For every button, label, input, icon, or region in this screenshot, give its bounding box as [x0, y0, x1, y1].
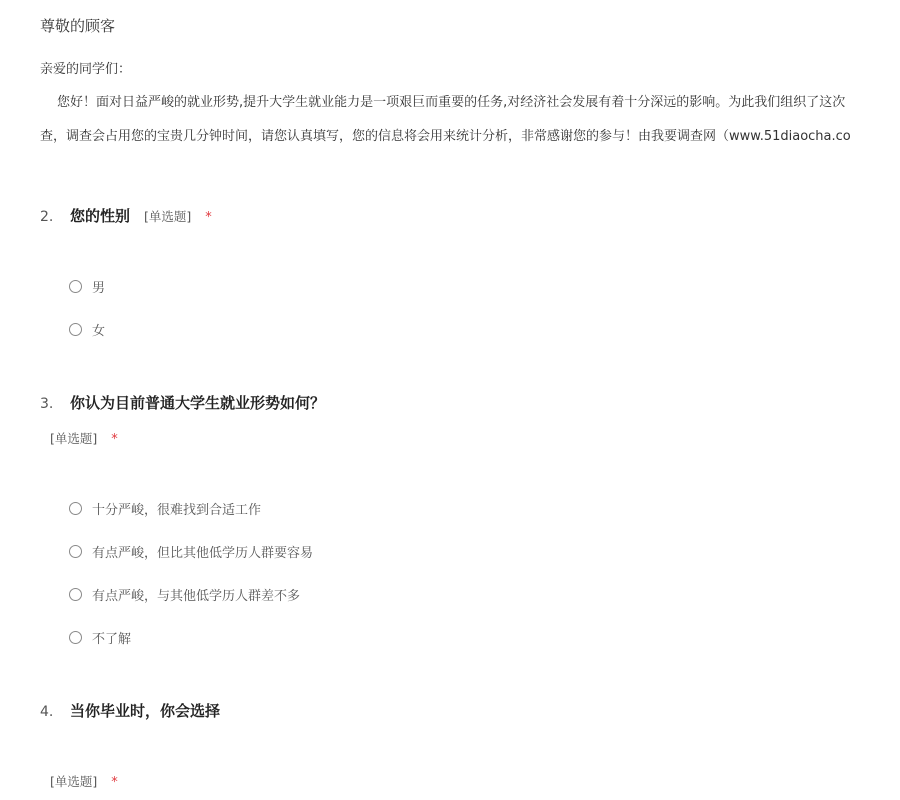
- question-title: 当你毕业时，你会选择: [70, 702, 221, 720]
- radio-icon[interactable]: [69, 588, 82, 601]
- required-marker: *: [205, 210, 212, 225]
- question-title: 您的性别: [70, 207, 131, 225]
- required-marker: *: [111, 432, 118, 447]
- intro-text-line-2: 查，调查会占用您的宝贵几分钟时间，请您认真填写，您的信息将会用来统计分析，非常感谢您的参与！由我要调查网（www.51diaocha.co: [40, 129, 851, 144]
- option-label: 女: [92, 324, 106, 339]
- option-female[interactable]: [69, 320, 105, 339]
- required-marker: *: [111, 775, 118, 790]
- question-type-label: [单选题]: [50, 431, 98, 446]
- option-somewhat-severe-easier[interactable]: [69, 542, 313, 561]
- question-3-meta: [50, 429, 118, 447]
- question-3-header: [40, 392, 325, 413]
- radio-icon[interactable]: [69, 502, 82, 515]
- question-2-header: [40, 205, 212, 226]
- intro-text-line-1: 您好！面对日益严峻的就业形势,提升大学生就业能力是一项艰巨而重要的任务,对经济社会发展有着十分深远的影响。为此我们组织了这次: [57, 95, 846, 110]
- question-type-label: [单选题]: [144, 209, 192, 224]
- option-label: 十分严峻，很难找到合适工作: [92, 503, 262, 518]
- question-number: 2.: [40, 209, 54, 225]
- option-male[interactable]: [69, 277, 105, 296]
- salutation: 亲爱的同学们：: [40, 62, 132, 77]
- radio-icon[interactable]: [69, 280, 82, 293]
- question-type-label: [单选题]: [50, 774, 98, 789]
- option-label: 男: [92, 281, 106, 296]
- question-title: 你认为目前普通大学生就业形势如何？: [70, 394, 326, 412]
- option-label: 有点严峻，但比其他低学历人群要容易: [92, 546, 314, 561]
- option-somewhat-severe-similar[interactable]: [69, 585, 300, 604]
- question-4-meta: [50, 772, 118, 790]
- option-very-severe[interactable]: [69, 499, 261, 518]
- radio-icon[interactable]: [69, 323, 82, 336]
- question-4-header: [40, 700, 220, 721]
- question-number: 3.: [40, 396, 54, 412]
- page-greeting: 尊敬的顾客: [40, 17, 116, 35]
- question-number: 4.: [40, 704, 54, 720]
- option-label: 不了解: [92, 632, 132, 647]
- option-unknown[interactable]: [69, 628, 131, 647]
- option-label: 有点严峻，与其他低学历人群差不多: [92, 589, 301, 604]
- radio-icon[interactable]: [69, 545, 82, 558]
- radio-icon[interactable]: [69, 631, 82, 644]
